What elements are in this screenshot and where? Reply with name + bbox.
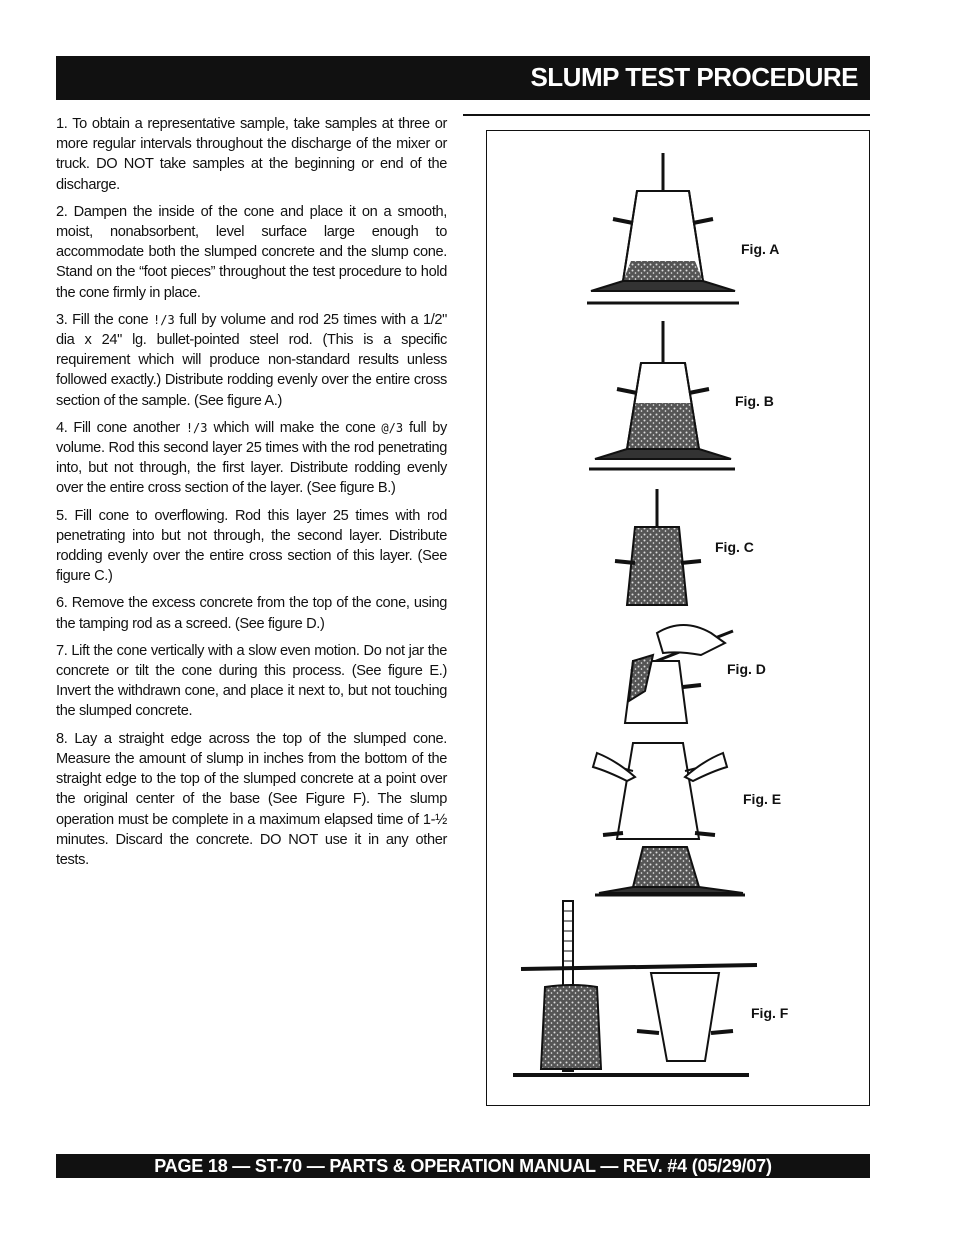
figure-a-illustration [587, 153, 739, 303]
footer-text: PAGE 18 — ST-70 — PARTS & OPERATION MANUAL — REV. #4 (05/29/07) [154, 1156, 772, 1176]
fig-f-label: Fig. F [751, 1005, 789, 1021]
figure-f-illustration [513, 901, 757, 1075]
figure-b-illustration [589, 321, 735, 469]
top-rule [463, 114, 870, 116]
fig-b-label: Fig. B [735, 393, 774, 409]
figure-e-illustration [593, 743, 745, 895]
step-2: 2. Dampen the inside of the cone and place it on a smooth, moist, nonabsorbent, level surface large enough to accommodate both the slumped concrete and the slump cone. Stand on the “foot pieces” throughout the test procedure to hold the cone firmly in place. [56, 203, 447, 301]
step-4: 4. Fill cone another !/3 which will make the cone @/3 full by volume. Rod this second layer 25 times with the rod penetrating into, but not through, the first layer. Distribute rodding evenly over the entire cross section of the layer. (See figure B.) [56, 419, 447, 497]
fraction-one-third: !/3 [185, 420, 208, 435]
footer-bar [56, 1154, 870, 1178]
fig-a-label: Fig. A [741, 241, 780, 257]
procedure-text [56, 114, 447, 877]
step-1: 1. To obtain a representative sample, take samples at three or more regular intervals throughout the discharge of the mixer or truck. DO NOT take samples at the beginning or end of the discharge. [56, 116, 447, 193]
fraction-two-thirds: @/3 [381, 420, 404, 435]
step-3: 3. Fill the cone !/3 full by volume and rod 25 times with a 1/2" dia x 24" lg. bullet-pointed steel rod. (This is a specific requirement which will produce non-standard results unless followed exactly.) Distribute rodding evenly over the entire cross section of the sample. (See figure A.) [56, 311, 448, 409]
slump-test-illustration [487, 131, 869, 1105]
page-title: SLUMP TEST PROCEDURE [530, 62, 858, 92]
figure-d-illustration [625, 625, 733, 723]
figure-panel [486, 130, 870, 1106]
header-bar [56, 56, 870, 100]
fig-e-label: Fig. E [743, 791, 782, 807]
fig-d-label: Fig. D [727, 661, 766, 677]
figure-c-illustration [615, 489, 701, 605]
fig-c-label: Fig. C [715, 539, 754, 555]
step-6: 6. Remove the excess concrete from the top of the cone, using the tamping rod as a screed. (See figure D.) [56, 595, 447, 632]
step-5: 5. Fill cone to overflowing. Rod this layer 25 times with rod penetrating into but not through, the second layer. Distribute rodding evenly over the entire cross section of this layer. (See figure C.) [56, 507, 447, 585]
step-7: 7. Lift the cone vertically with a slow even motion. Do not jar the concrete or tilt the cone during this process. (See figure E.) Invert the withdrawn cone, and place it next to, but not touching the slumped concrete. [56, 642, 447, 720]
fraction-one-third: !/3 [153, 312, 175, 327]
step-8: 8. Lay a straight edge across the top of the slumped cone. Measure the amount of slump in inches from the bottom of the straight edge to the top of the slumped concrete at a point over the original center of the base (See Figure F). The slump operation must be complete in a maximum elapsed time of 1-½ minutes. Discard the concrete. DO NOT use it in any other tests. [56, 730, 447, 868]
